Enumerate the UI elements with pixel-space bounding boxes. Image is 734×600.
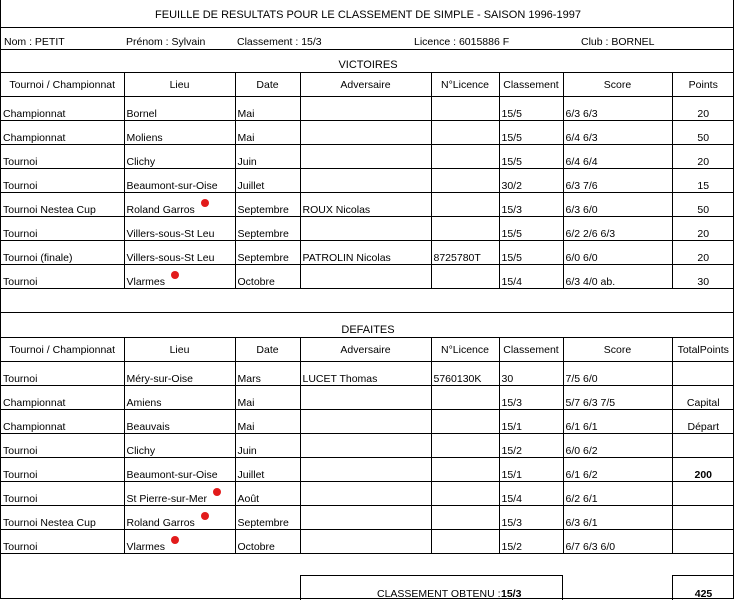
cell-points xyxy=(672,145,734,169)
cell-score xyxy=(563,241,672,265)
table-row xyxy=(1,265,734,289)
cell-tournoi-text: Tournoi xyxy=(3,276,38,288)
cell-licence xyxy=(431,121,499,145)
cell-lieu-text: Bornel xyxy=(126,108,157,120)
cell-points-text: 20 xyxy=(697,252,710,264)
player-club: Club : BORNEL xyxy=(581,36,655,48)
cell-classement-text: 15/5 xyxy=(501,156,522,168)
cell-date xyxy=(235,530,300,554)
cell-adversaire xyxy=(300,241,431,265)
cell-lieu xyxy=(124,193,235,217)
cell-lieu xyxy=(124,145,235,169)
cell-points xyxy=(672,458,734,482)
cell-licence-text: 8725780T xyxy=(433,252,481,264)
cell-score-text: 6/3 6/3 xyxy=(565,108,598,120)
cell-adversaire xyxy=(300,386,431,410)
cell-classement xyxy=(499,530,563,554)
red-dot-icon xyxy=(171,271,179,279)
cell-tournoi xyxy=(1,121,124,145)
cell-classement xyxy=(499,169,563,193)
cell-tournoi xyxy=(1,169,124,193)
divider xyxy=(1,27,734,28)
cell-date-text: Mai xyxy=(237,108,255,120)
cell-classement-text: 15/3 xyxy=(501,204,522,216)
cell-lieu xyxy=(124,121,235,145)
header-row xyxy=(1,338,734,362)
cell-date-text: Mai xyxy=(237,421,255,433)
cell-points xyxy=(672,530,734,554)
cell-score xyxy=(563,434,672,458)
player-name: Nom : PETIT xyxy=(4,36,65,48)
cell-lieu xyxy=(124,241,235,265)
table-row xyxy=(1,145,734,169)
cell-score xyxy=(563,121,672,145)
table-row xyxy=(1,193,734,217)
cell-date-text: Juin xyxy=(237,445,257,457)
cell-lieu-text: Clichy xyxy=(126,156,156,168)
cell-points-text: 20 xyxy=(697,228,710,240)
table-row xyxy=(1,386,734,410)
cell-points xyxy=(672,386,734,410)
cell-score xyxy=(563,458,672,482)
cell-date-text: Août xyxy=(237,493,260,505)
cell-classement-text: 15/2 xyxy=(501,445,522,457)
cell-points-text: 15 xyxy=(697,180,710,192)
cell-adversaire xyxy=(300,97,431,121)
table-row xyxy=(1,458,734,482)
cell-lieu-text: Moliens xyxy=(126,132,163,144)
cell-classement xyxy=(499,362,563,386)
sheet-title: FEUILLE DE RESULTATS POUR LE CLASSEMENT DE SIMPLE - SAISON 1996-1997 xyxy=(155,9,581,21)
cell-adversaire-text: ROUX Nicolas xyxy=(302,204,371,216)
cell-lieu-text: Villers-sous-St Leu xyxy=(126,228,215,240)
table-row xyxy=(1,410,734,434)
cell-adversaire xyxy=(300,482,431,506)
cell-classement xyxy=(499,410,563,434)
cell-date xyxy=(235,121,300,145)
cell-score xyxy=(563,410,672,434)
cell-date xyxy=(235,386,300,410)
cell-adversaire-text: PATROLIN Nicolas xyxy=(302,252,391,264)
column-header: Date xyxy=(235,73,300,97)
cell-points xyxy=(672,97,734,121)
cell-adversaire xyxy=(300,217,431,241)
cell-lieu xyxy=(124,530,235,554)
cell-licence xyxy=(431,169,499,193)
cell-tournoi xyxy=(1,530,124,554)
cell-lieu xyxy=(124,482,235,506)
table-row xyxy=(1,530,734,554)
red-dot-icon xyxy=(171,536,179,544)
cell-licence xyxy=(431,145,499,169)
cell-date xyxy=(235,506,300,530)
cell-classement xyxy=(499,482,563,506)
cell-classement xyxy=(499,386,563,410)
cell-date-text: Juin xyxy=(237,156,257,168)
classement-obtenu-box xyxy=(300,575,563,600)
cell-licence xyxy=(431,362,499,386)
cell-classement xyxy=(499,506,563,530)
cell-score-text: 6/3 6/1 xyxy=(565,517,598,529)
player-license: Licence : 6015886 F xyxy=(414,36,510,48)
cell-points xyxy=(672,169,734,193)
cell-classement-text: 15/4 xyxy=(501,276,522,288)
victoires-title: VICTOIRES xyxy=(338,59,398,71)
cell-tournoi xyxy=(1,434,124,458)
cell-score-text: 5/7 6/3 7/5 xyxy=(565,397,616,409)
cell-classement-text: 15/3 xyxy=(501,397,522,409)
cell-licence xyxy=(431,193,499,217)
cell-adversaire-text: LUCET Thomas xyxy=(302,373,378,385)
cell-score-text: 6/0 6/2 xyxy=(565,445,598,457)
cell-tournoi-text: Championnat xyxy=(3,397,66,409)
divider xyxy=(1,312,734,313)
cell-tournoi-text: Tournoi Nestea Cup xyxy=(3,204,96,216)
cell-tournoi xyxy=(1,506,124,530)
cell-score xyxy=(563,386,672,410)
cell-tournoi xyxy=(1,458,124,482)
cell-classement-text: 15/1 xyxy=(501,421,522,433)
cell-classement-text: 15/3 xyxy=(501,517,522,529)
cell-licence xyxy=(431,506,499,530)
cell-date-text: Mai xyxy=(237,397,255,409)
cell-points-text: 50 xyxy=(697,132,710,144)
cell-date xyxy=(235,193,300,217)
cell-adversaire xyxy=(300,145,431,169)
cell-licence xyxy=(431,241,499,265)
cell-lieu xyxy=(124,97,235,121)
cell-lieu-text: Vlarmes xyxy=(126,276,166,288)
cell-tournoi xyxy=(1,145,124,169)
cell-date xyxy=(235,169,300,193)
column-header: Date xyxy=(235,338,300,362)
column-header: Classement xyxy=(499,338,563,362)
cell-score-text: 7/5 6/0 xyxy=(565,373,598,385)
cell-lieu-text: Amiens xyxy=(126,397,162,409)
classement-obtenu-value: 15/3 xyxy=(501,588,522,600)
cell-date xyxy=(235,362,300,386)
cell-points xyxy=(672,362,734,386)
cell-classement-text: 15/5 xyxy=(501,108,522,120)
cell-tournoi-text: Championnat xyxy=(3,108,66,120)
cell-classement xyxy=(499,458,563,482)
cell-score xyxy=(563,97,672,121)
cell-points xyxy=(672,121,734,145)
cell-classement-text: 30 xyxy=(501,373,514,385)
cell-date xyxy=(235,265,300,289)
table-row xyxy=(1,121,734,145)
column-header: N°Licence xyxy=(431,338,499,362)
cell-lieu xyxy=(124,169,235,193)
cell-lieu xyxy=(124,458,235,482)
cell-lieu-text: Beauvais xyxy=(126,421,170,433)
cell-tournoi xyxy=(1,410,124,434)
cell-licence xyxy=(431,482,499,506)
cell-lieu-text: Méry-sur-Oise xyxy=(126,373,194,385)
table-row xyxy=(1,217,734,241)
cell-adversaire xyxy=(300,169,431,193)
cell-points xyxy=(672,193,734,217)
table-row xyxy=(1,506,734,530)
divider xyxy=(1,49,734,50)
cell-score-text: 6/3 6/0 xyxy=(565,204,598,216)
column-header: TotalPoints xyxy=(672,338,734,362)
cell-date xyxy=(235,410,300,434)
cell-date-text: Octobre xyxy=(237,541,275,553)
cell-classement xyxy=(499,265,563,289)
cell-score-text: 6/1 6/1 xyxy=(565,421,598,433)
cell-lieu-text: Vlarmes xyxy=(126,541,166,553)
column-header: Lieu xyxy=(124,73,235,97)
cell-score-text: 6/4 6/3 xyxy=(565,132,598,144)
cell-classement-text: 15/2 xyxy=(501,541,522,553)
cell-tournoi xyxy=(1,217,124,241)
cell-score xyxy=(563,217,672,241)
total-points-box xyxy=(672,575,734,600)
cell-date xyxy=(235,145,300,169)
cell-points xyxy=(672,217,734,241)
cell-licence xyxy=(431,530,499,554)
column-header: Score xyxy=(563,73,672,97)
empty-cell xyxy=(1,289,734,313)
cell-adversaire xyxy=(300,434,431,458)
cell-points-text: 20 xyxy=(697,156,710,168)
cell-score xyxy=(563,530,672,554)
cell-lieu-text: St Pierre-sur-Mer xyxy=(126,493,208,505)
cell-points xyxy=(672,506,734,530)
cell-tournoi-text: Tournoi xyxy=(3,180,38,192)
cell-date xyxy=(235,458,300,482)
cell-points-text: 20 xyxy=(697,108,710,120)
red-dot-icon xyxy=(201,512,209,520)
cell-lieu-text: Beaumont-sur-Oise xyxy=(126,469,218,481)
cell-score-text: 6/0 6/0 xyxy=(565,252,598,264)
cell-tournoi xyxy=(1,241,124,265)
column-header: Adversaire xyxy=(300,73,431,97)
column-header: Classement xyxy=(499,73,563,97)
cell-lieu xyxy=(124,362,235,386)
cell-classement xyxy=(499,241,563,265)
cell-tournoi xyxy=(1,97,124,121)
cell-points xyxy=(672,434,734,458)
red-dot-icon xyxy=(213,488,221,496)
column-header: Points xyxy=(672,73,734,97)
cell-licence xyxy=(431,97,499,121)
cell-adversaire xyxy=(300,193,431,217)
cell-tournoi xyxy=(1,386,124,410)
table-row xyxy=(1,97,734,121)
player-firstname: Prénom : Sylvain xyxy=(126,36,206,48)
cell-classement xyxy=(499,217,563,241)
cell-score xyxy=(563,145,672,169)
cell-adversaire xyxy=(300,362,431,386)
cell-lieu-text: Villers-sous-St Leu xyxy=(126,252,215,264)
column-header: Tournoi / Championnat xyxy=(1,338,124,362)
cell-score-text: 6/2 6/1 xyxy=(565,493,598,505)
cell-tournoi-text: Tournoi xyxy=(3,541,38,553)
cell-adversaire xyxy=(300,458,431,482)
cell-date xyxy=(235,97,300,121)
cell-score xyxy=(563,362,672,386)
red-dot-icon xyxy=(201,199,209,207)
cell-classement xyxy=(499,121,563,145)
cell-date xyxy=(235,241,300,265)
cell-tournoi-text: Tournoi xyxy=(3,228,38,240)
defaites-title: DEFAITES xyxy=(341,324,395,336)
table-row xyxy=(1,169,734,193)
cell-tournoi-text: Championnat xyxy=(3,421,66,433)
column-header: Lieu xyxy=(124,338,235,362)
cell-date xyxy=(235,482,300,506)
cell-tournoi-text: Championnat xyxy=(3,132,66,144)
cell-classement-text: 15/5 xyxy=(501,228,522,240)
cell-score xyxy=(563,193,672,217)
cell-points xyxy=(672,482,734,506)
player-ranking: Classement : 15/3 xyxy=(237,36,322,48)
cell-licence xyxy=(431,410,499,434)
cell-classement-text: 15/1 xyxy=(501,469,522,481)
cell-date xyxy=(235,217,300,241)
cell-lieu-text: Roland Garros xyxy=(126,204,195,216)
cell-tournoi xyxy=(1,193,124,217)
table-row xyxy=(1,434,734,458)
cell-tournoi xyxy=(1,265,124,289)
cell-adversaire xyxy=(300,121,431,145)
cell-score xyxy=(563,265,672,289)
cell-licence xyxy=(431,386,499,410)
cell-score-text: 6/3 7/6 xyxy=(565,180,598,192)
cell-adversaire xyxy=(300,530,431,554)
classement-obtenu-label: CLASSEMENT OBTENU : xyxy=(377,588,501,600)
cell-score xyxy=(563,169,672,193)
cell-date-text: Octobre xyxy=(237,276,275,288)
table-row xyxy=(1,482,734,506)
cell-points-text: Départ xyxy=(687,421,719,433)
cell-classement-text: 15/5 xyxy=(501,132,522,144)
defaites-table xyxy=(1,337,734,554)
cell-lieu-text: Roland Garros xyxy=(126,517,195,529)
cell-score-text: 6/2 2/6 6/3 xyxy=(565,228,616,240)
cell-tournoi-text: Tournoi xyxy=(3,373,38,385)
cell-licence xyxy=(431,434,499,458)
cell-classement xyxy=(499,145,563,169)
table-row xyxy=(1,362,734,386)
column-header: Score xyxy=(563,338,672,362)
cell-points-text: 30 xyxy=(697,276,710,288)
cell-points-text: 50 xyxy=(697,204,710,216)
cell-tournoi-text: Tournoi xyxy=(3,469,38,481)
cell-lieu xyxy=(124,434,235,458)
cell-classement-text: 15/4 xyxy=(501,493,522,505)
cell-lieu xyxy=(124,217,235,241)
header-row xyxy=(1,73,734,97)
cell-licence-text: 5760130K xyxy=(433,373,482,385)
column-header: Tournoi / Championnat xyxy=(1,73,124,97)
cell-lieu-text: Beaumont-sur-Oise xyxy=(126,180,218,192)
cell-date-text: Mars xyxy=(237,373,261,385)
cell-lieu-text: Clichy xyxy=(126,445,156,457)
cell-score-text: 6/1 6/2 xyxy=(565,469,598,481)
cell-score-text: 6/7 6/3 6/0 xyxy=(565,541,616,553)
column-header: Adversaire xyxy=(300,338,431,362)
cell-score xyxy=(563,482,672,506)
victoires-table xyxy=(1,72,734,312)
cell-licence xyxy=(431,217,499,241)
cell-points-text: Capital xyxy=(686,397,720,409)
cell-adversaire xyxy=(300,410,431,434)
cell-tournoi-text: Tournoi xyxy=(3,156,38,168)
empty-row xyxy=(1,289,734,313)
cell-points-text: 200 xyxy=(694,469,713,481)
cell-lieu xyxy=(124,410,235,434)
cell-classement-text: 30/2 xyxy=(501,180,522,192)
cell-tournoi xyxy=(1,482,124,506)
cell-classement xyxy=(499,434,563,458)
cell-date xyxy=(235,434,300,458)
cell-score-text: 6/4 6/4 xyxy=(565,156,598,168)
cell-points xyxy=(672,410,734,434)
cell-lieu xyxy=(124,386,235,410)
cell-adversaire xyxy=(300,506,431,530)
cell-date-text: Septembre xyxy=(237,228,289,240)
cell-tournoi-text: Tournoi xyxy=(3,445,38,457)
cell-classement xyxy=(499,193,563,217)
cell-tournoi-text: Tournoi xyxy=(3,493,38,505)
cell-date-text: Mai xyxy=(237,132,255,144)
cell-score xyxy=(563,506,672,530)
cell-points xyxy=(672,241,734,265)
cell-date-text: Juillet xyxy=(237,180,265,192)
cell-tournoi-text: Tournoi Nestea Cup xyxy=(3,517,96,529)
cell-adversaire xyxy=(300,265,431,289)
cell-lieu xyxy=(124,506,235,530)
cell-score-text: 6/3 4/0 ab. xyxy=(565,276,616,288)
cell-lieu xyxy=(124,265,235,289)
cell-date-text: Septembre xyxy=(237,204,289,216)
cell-date-text: Septembre xyxy=(237,517,289,529)
cell-tournoi-text: Tournoi (finale) xyxy=(3,252,73,264)
cell-points xyxy=(672,265,734,289)
table-row xyxy=(1,241,734,265)
cell-licence xyxy=(431,458,499,482)
cell-licence xyxy=(431,265,499,289)
cell-classement xyxy=(499,97,563,121)
cell-date-text: Septembre xyxy=(237,252,289,264)
column-header: N°Licence xyxy=(431,73,499,97)
cell-tournoi xyxy=(1,362,124,386)
cell-date-text: Juillet xyxy=(237,469,265,481)
total-points-value: 425 xyxy=(694,588,713,600)
cell-classement-text: 15/5 xyxy=(501,252,522,264)
